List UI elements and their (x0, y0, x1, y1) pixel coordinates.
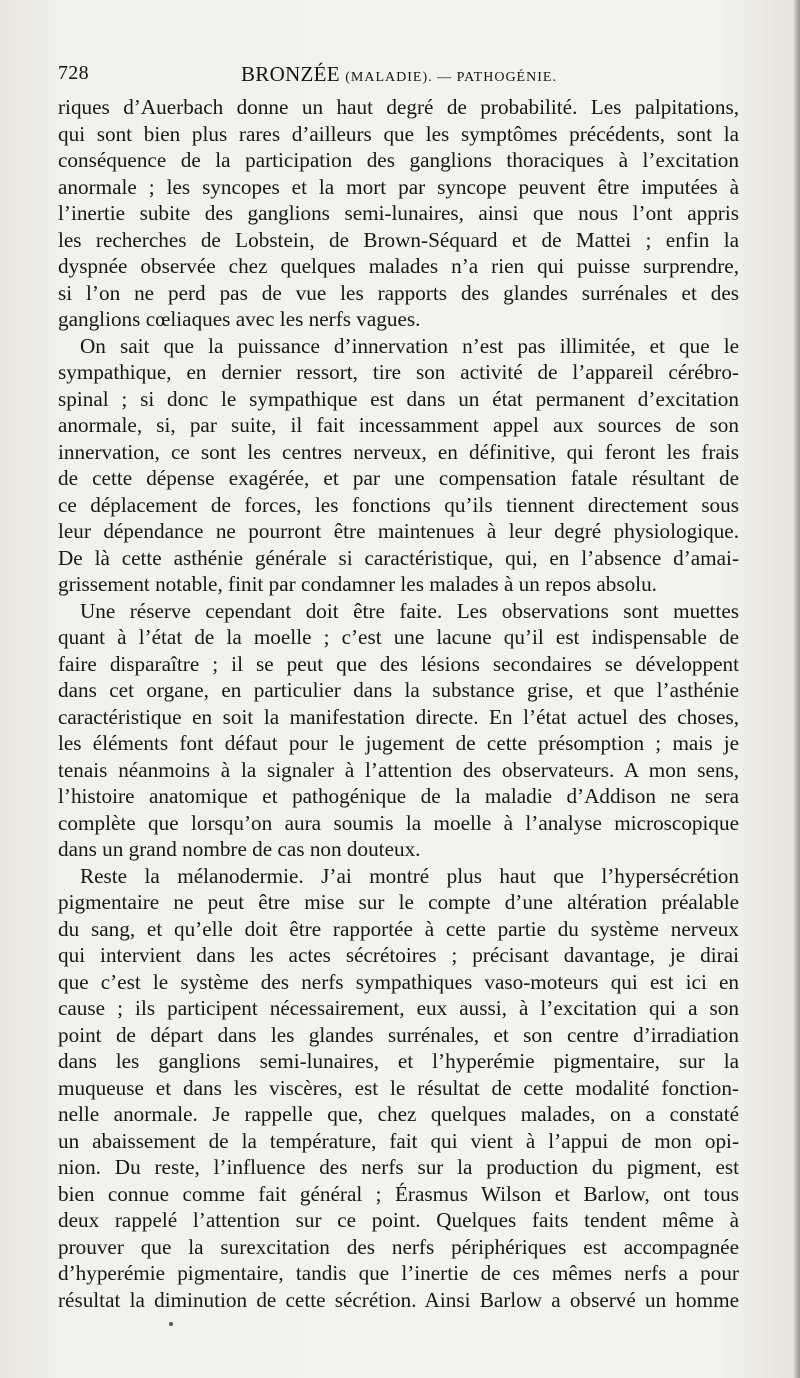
text-line: De là cette asthénie générale si caractéristique, qui, en l’absence d’amai- (58, 545, 739, 570)
text-line: spinal ; si donc le sympathique est dans un état permanent d’excitation (58, 386, 739, 411)
text-line: dyspnée observée chez quelques malades n’a rien qui puisse surprendre, (58, 254, 739, 278)
running-head (58, 62, 738, 88)
text-line: innervation, ce sont les centres nerveux, en définitive, qui feront les frais (58, 439, 739, 464)
body-text (58, 94, 739, 1313)
text-line: complète que lorsqu’on aura soumis la moelle à l’analyse microscopique (58, 810, 739, 835)
text-line: pigmentaire ne peut être mise sur le compte d’une altération préalable (58, 890, 739, 914)
text-line: dans cet organe, en particulier dans la substance grise, et que l’asthénie (58, 678, 739, 702)
text-line: anormale, si, par suite, il fait incessamment appel aux sources de son (58, 413, 739, 437)
text-line: sympathique, en dernier ressort, tire son activité de l’appareil cérébro- (58, 360, 739, 384)
text-line: de cette dépense exagérée, et par une compensation fatale résultant de (58, 466, 739, 490)
text-line: ganglions cœliaques avec les nerfs vagues. (58, 307, 421, 331)
text-line: les recherches de Lobstein, de Brown-Séquard et de Mattei ; enfin la (58, 227, 739, 252)
text-line: si l’on ne perd pas de vue les rapports des glandes surrénales et des (58, 280, 739, 305)
text-line: résultat la diminution de cette sécrétion. Ainsi Barlow a observé un homme (58, 1287, 739, 1312)
text-line: quant à l’état de la moelle ; c’est une lacune qu’il est indispensable de (58, 625, 739, 649)
text-line: ce déplacement de forces, les fonctions qu’ils tiennent directement sous (58, 492, 739, 517)
text-line: les éléments font défaut pour le jugement de cette présomption ; mais je (58, 731, 739, 755)
text-line: Reste la mélanodermie. J’ai montré plus haut que l’hypersécrétion (80, 863, 739, 888)
text-line: caractéristique en soit la manifestation directe. En l’état actuel des choses, (58, 704, 739, 729)
text-line: grissement notable, finit par condamner les malades à un repos absolu. (58, 572, 657, 596)
running-title-sub: (MALADIE). — PATHOGÉNIE. (345, 70, 557, 85)
text-line: bien connue comme fait général ; Érasmus Wilson et Barlow, ont tous (58, 1181, 739, 1206)
text-line: Une réserve cependant doit être faite. Les observations sont muettes (80, 598, 739, 623)
text-line: nelle anormale. Je rappelle que, chez quelques malades, on a constaté (58, 1102, 739, 1126)
text-line: conséquence de la participation des ganglions thoraciques à l’excitation (58, 148, 739, 172)
text-line: qui sont bien plus rares d’ailleurs que les symptômes précédents, sont la (58, 121, 739, 146)
text-line: On sait que la puissance d’innervation n’est pas illimitée, et que le (80, 333, 739, 358)
text-line: l’histoire anatomique et pathogénique de la maladie d’Addison ne sera (58, 784, 739, 808)
text-line: l’inertie subite des ganglions semi-lunaires, ainsi que nous l’ont appris (58, 201, 739, 225)
page-edge-shadow (794, 0, 800, 1378)
text-line: dans les ganglions semi-lunaires, et l’hyperémie pigmentaire, sur la (58, 1049, 739, 1073)
text-line: que c’est le système des nerfs sympathiques vaso-moteurs qui est ici en (58, 969, 739, 994)
text-line: riques d’Auerbach donne un haut degré de probabilité. Les palpitations, (58, 95, 739, 119)
text-line: prouver que la surexcitation des nerfs périphériques est accompagnée (58, 1234, 739, 1259)
text-line: muqueuse et dans les viscères, est le résultat de cette modalité fonction- (58, 1075, 739, 1100)
text-line: d’hyperémie pigmentaire, tandis que l’inertie de ces mêmes nerfs a pour (58, 1261, 739, 1285)
text-line: deux rappelé l’attention sur ce point. Quelques faits tendent même à (58, 1208, 739, 1232)
text-line: anormale ; les syncopes et la mort par syncope peuvent être imputées à (58, 174, 739, 199)
text-line: du sang, et qu’elle doit être rapportée à cette partie du système nerveux (58, 916, 739, 941)
text-line: point de départ dans les glandes surrénales, et son centre d’irradiation (58, 1022, 739, 1047)
text-line: cause ; ils participent nécessairement, eux aussi, à l’excitation qui a son (58, 996, 739, 1020)
text-line: dans un grand nombre de cas non douteux. (58, 837, 421, 861)
running-title-main: BRONZÉE (241, 62, 340, 86)
text-line: un abaissement de la température, fait qui vient à l’appui de mon opi- (58, 1128, 739, 1153)
text-line: faire disparaître ; il se peut que des lésions secondaires se développent (58, 651, 739, 676)
text-line: nion. Du reste, l’influence des nerfs sur la production du pigment, est (58, 1155, 739, 1179)
text-line: leur dépendance ne pourront être maintenues à leur degré physiologique. (58, 519, 739, 543)
page-number: 728 (58, 62, 89, 84)
ink-speck (169, 1322, 173, 1326)
text-line: qui intervient dans les actes sécrétoires ; précisant davantage, je dirai (58, 943, 739, 967)
text-line: tenais néanmoins à la signaler à l’attention des observateurs. A mon sens, (58, 757, 739, 782)
running-title (241, 62, 557, 87)
